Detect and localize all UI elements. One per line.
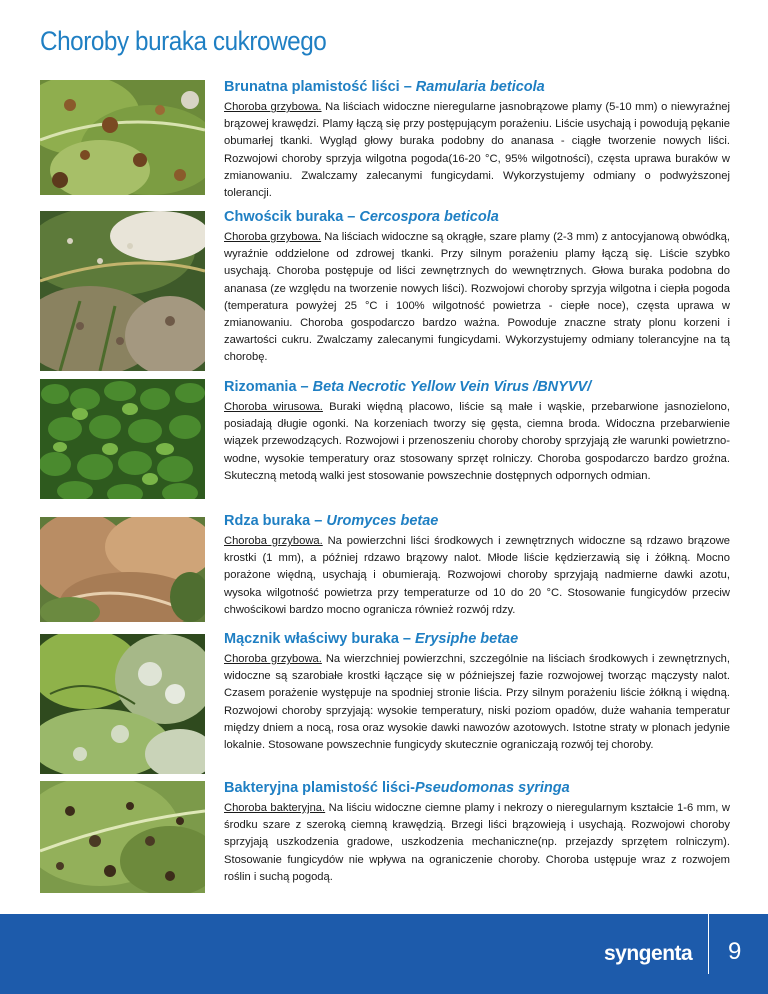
disease-section-cercospora <box>40 209 730 377</box>
footer-bar <box>0 914 768 994</box>
disease-section-ramularia <box>40 79 730 209</box>
disease-type: Choroba grzybowa. <box>224 535 323 547</box>
heading-latin: Erysiphe betae <box>415 631 519 647</box>
disease-type: Choroba wirusowa. <box>224 401 323 413</box>
disease-section-uromyces <box>40 513 730 623</box>
page-number: 9 <box>728 938 742 965</box>
heading-main: Bakteryjna plamistość liści- <box>224 780 415 796</box>
section-text <box>224 79 730 202</box>
section-heading <box>224 379 730 395</box>
heading-main: Rizomania – <box>224 379 313 395</box>
disease-section-pseudomonas <box>40 780 730 900</box>
description: Na liściu widoczne ciemne plamy i nekrozy o nieregularnym kształcie 1-6 mm, w środku szare z szeroką ciemną krawędzią. Brzegi liści brązowieją i usychają. Rozwojowi choroby sprzyjają uszkodzenia gradowe, uszkodzenia mechaniczne(np. przejazdy sprzętem rolniczym). Stosowanie fungicydów nie wpływa na ograniczenie choroby. Choroba ustępuje wraz z rozwojem roślin i suchą pogodą. <box>224 802 730 883</box>
heading-latin: Beta Necrotic Yellow Vein Virus /BNYVV/ <box>312 379 592 395</box>
disease-section-erysiphe <box>40 631 730 781</box>
heading-latin: Cercospora beticola <box>359 209 499 225</box>
heading-latin: Ramularia beticola <box>415 79 545 95</box>
field-photo-illustration <box>40 379 205 499</box>
disease-photo <box>40 80 205 195</box>
section-body <box>224 99 730 202</box>
description: Buraki więdną placowo, liście są małe i wąskie, przebarwione jasnozielono, posiadają długie ogonki. Na korzeniach tworzy się gęsta, ciemna broda. Widoczna przebarwienie wiązek przewodzących. Rozwojowi i przenoszeniu choroby choroby sprzyjają złe warunki powietrzno-wodne, wysokie temperatury oraz stosowany sprzęt rolniczy. Choroba gospodarczo bardzo groźna. Skuteczną metodą walki jest stosowanie powszechnie dostępnych odpornych odmian. <box>224 401 731 482</box>
section-text <box>224 631 730 754</box>
heading-latin: Pseudomonas syringa <box>415 780 570 796</box>
section-text <box>224 379 730 485</box>
heading-latin: Uromyces betae <box>326 513 439 529</box>
section-heading <box>224 631 730 647</box>
heading-main: Mącznik właściwy buraka – <box>224 631 416 647</box>
disease-section-rizomania <box>40 379 730 509</box>
leaf-photo-illustration <box>40 80 205 195</box>
leaf-photo-illustration <box>40 634 205 774</box>
disease-type: Choroba grzybowa. <box>224 231 322 243</box>
disease-photo <box>40 634 205 774</box>
heading-main: Rdza buraka – <box>224 513 327 529</box>
section-heading <box>224 513 730 529</box>
disease-type: Choroba grzybowa. <box>224 101 322 113</box>
disease-type: Choroba bakteryjna. <box>224 802 326 814</box>
disease-photo <box>40 781 205 893</box>
section-text <box>224 780 730 886</box>
section-heading <box>224 79 730 95</box>
section-text <box>224 513 730 619</box>
disease-photo <box>40 211 205 371</box>
leaf-photo-illustration <box>40 211 205 371</box>
section-heading <box>224 780 730 796</box>
disease-type: Choroba grzybowa. <box>224 653 322 665</box>
footer-divider <box>708 914 709 974</box>
section-body <box>224 651 730 754</box>
section-text <box>224 209 730 367</box>
disease-photo <box>40 517 205 622</box>
section-heading <box>224 209 730 225</box>
section-body <box>224 229 730 367</box>
section-body <box>224 533 730 619</box>
logo-text: syngenta <box>604 942 693 965</box>
leaf-photo-illustration <box>40 781 205 893</box>
description: Na liściach widoczne są okrągłe, szare plamy (2-3 mm) z antocyjanową obwódką, wyraźnie oddzielone od zdrowej tkanki. Przy silnym porażeniu plamy łączą się. Liście szybko usychają. Choroba postępuje od liści zewnętrznych do wewnętrznych. Głowa buraka podobna do ananasa (ze względu na tworzenie nowych liści). Rozwojowi choroby sprzyja wilgotna i ciepła pogoda (temperatura powyżej 25 °C i 100% wilgotność powietrza - ciepłe noce), częsta uprawa w zmianowaniu. Choroba gospodarczo bardzo ważna. Powoduje znaczne straty plonu korzeni i zawartości cukru. Zwalczamy zalecanymi fungicydami. Wykorzystujemy odmiany tolerancyjne na tą chorobę. <box>224 231 731 364</box>
disease-photo <box>40 379 205 499</box>
heading-main: Brunatna plamistość liści – <box>224 79 416 95</box>
leaf-photo-illustration <box>40 517 205 622</box>
syngenta-logo <box>604 942 696 968</box>
heading-main: Chwościk buraka – <box>224 209 360 225</box>
page-title: Choroby buraka cukrowego <box>40 26 327 56</box>
description: Na liściach widoczne nieregularne jasnobrązowe plamy (5-10 mm) o niewyraźnej brązowej krawędzi. Plamy łączą się przy postępującym porażeniu. Liście usychają i powodują pękanie obumarłej tkanki. Wygląd głowy buraka podobny do ananasa - ciągłe tworzenie nowych liści. Rozwojowi choroby sprzyja wilgotna pogoda(16-20 °C, 95% wilgotności), częsta uprawa buraków w zmianowaniu. Zwalczamy zalecanymi fungicydami. Wykorzystujemy odmiany o podwyższonej tolerancji. <box>224 101 730 200</box>
description: Na wierzchniej powierzchni, szczególnie na liściach środkowych i zewnętrznych, widoczne są szarobiałe krostki łączące się w późniejszej fazie rozwojowej tworząc mączysty nalot. Czasem porażenie występuje na spodniej stronie liścia. Przy silnym porażeniu liście żółkną i więdną. Rozwojowi choroby sprzyjają: wysokie temperatury, niski poziom opadów, duże wahania temperatur między dniem a nocą, rosa oraz wysokie dawki nawozów azotowych. Istotne straty w plonach jedynie lokalnie. Stosowane powszechnie fungicydy skutecznie ograniczają rozwój tej choroby. <box>224 653 731 752</box>
section-body <box>224 800 730 886</box>
description: Na powierzchni liści środkowych i zewnętrznych widoczne są rdzawo brązowe krostki (1 mm), a później rdzawo brązowy nalot. Młode liście kędzierzawią się i żółkną. Mocno porażone więdną, usychają i obumierają. Rozwojowi choroby sprzyjają nadmierne dawki azotu, wysoka wilgotność powietrza przy temperaturze od 10 do 20 °C. Stosowanie fungicydów przeciw chwościkowi bardzo mocno ogranicza również rozwój rdzy. <box>224 535 730 616</box>
section-body <box>224 399 730 485</box>
